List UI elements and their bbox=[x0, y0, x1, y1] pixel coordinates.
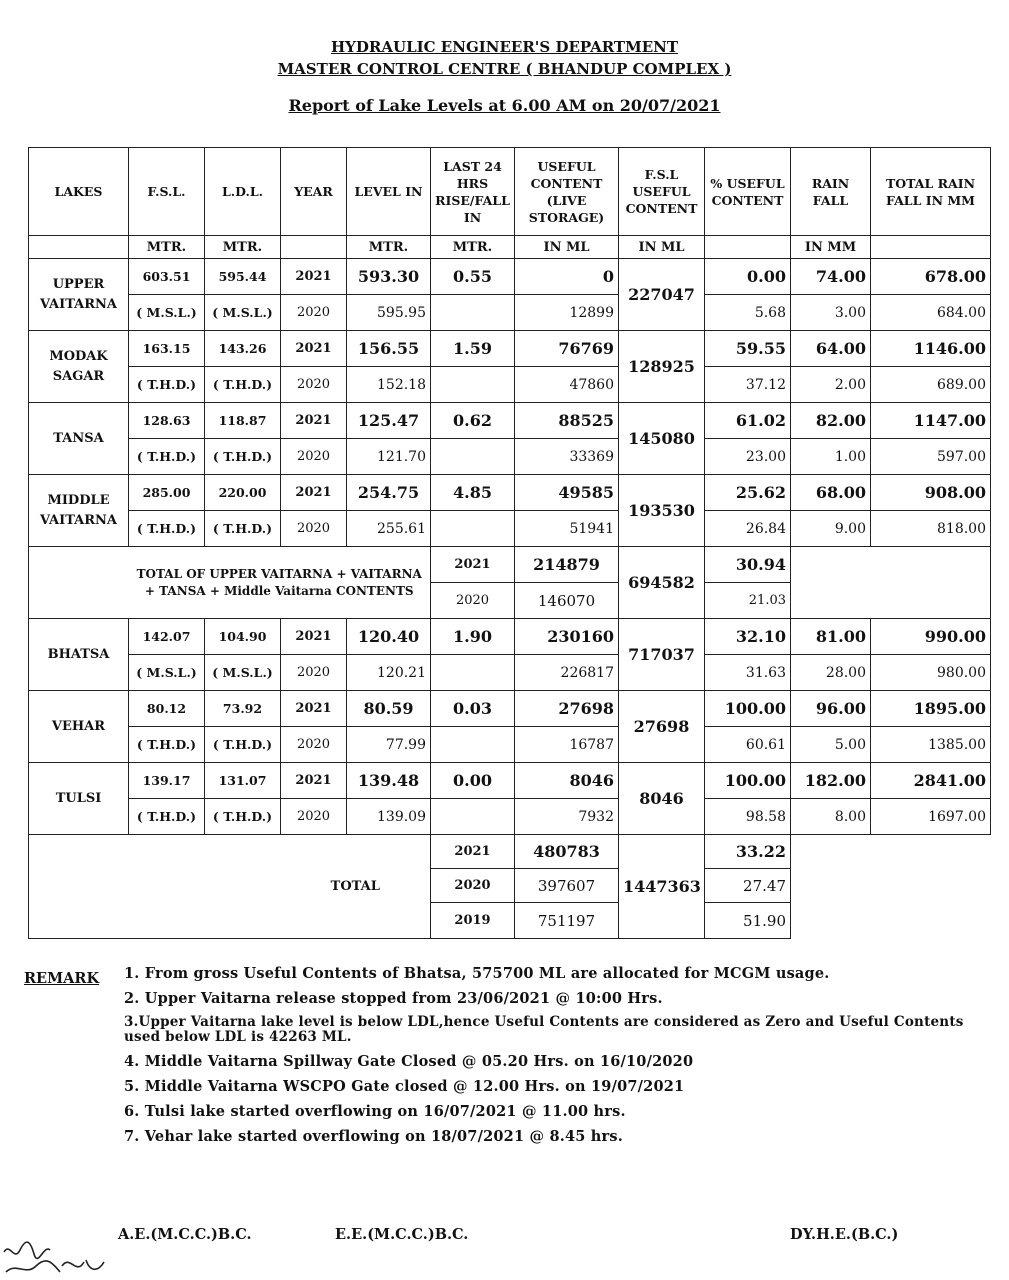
pct-useful-current: 100.00 bbox=[705, 763, 791, 799]
level-current: 156.55 bbox=[347, 331, 431, 367]
fsl-datum: ( M.S.L.) bbox=[129, 655, 205, 691]
fsl-useful-content: 145080 bbox=[619, 403, 705, 475]
fsl-datum: ( M.S.L.) bbox=[129, 295, 205, 331]
unit-useful: IN ML bbox=[515, 236, 619, 259]
signature-dyhe: DY.H.E.(B.C.) bbox=[790, 1226, 899, 1243]
fsl-datum: ( T.H.D.) bbox=[129, 439, 205, 475]
subtotal-fslc: 694582 bbox=[619, 547, 705, 619]
ldl-datum: ( T.H.D.) bbox=[205, 799, 281, 835]
rainfall-current: 74.00 bbox=[791, 259, 871, 295]
ldl-value: 118.87 bbox=[205, 403, 281, 439]
year-previous: 2020 bbox=[281, 367, 347, 403]
report-title: Report of Lake Levels at 6.00 AM on 20/07/2021 bbox=[288, 96, 721, 115]
total-rainfall-current: 2841.00 bbox=[871, 763, 991, 799]
rainfall-previous: 9.00 bbox=[791, 511, 871, 547]
rise-fall-value: 0.55 bbox=[431, 259, 515, 295]
ldl-datum: ( T.H.D.) bbox=[205, 511, 281, 547]
useful-content-current: 230160 bbox=[515, 619, 619, 655]
fsl-value: 163.15 bbox=[129, 331, 205, 367]
ldl-datum: ( M.S.L.) bbox=[205, 295, 281, 331]
level-previous: 595.95 bbox=[347, 295, 431, 331]
remark-item: 4. Middle Vaitarna Spillway Gate Closed @ 05.20 Hrs. on 16/10/2020 bbox=[124, 1053, 694, 1070]
col-fsl: F.S.L. bbox=[129, 148, 205, 236]
total-label: TOTAL bbox=[281, 835, 431, 939]
useful-content-current: 0 bbox=[515, 259, 619, 295]
year-current: 2021 bbox=[281, 619, 347, 655]
lake-name: UPPER VAITARNA bbox=[29, 259, 129, 331]
remark-item: 1. From gross Useful Contents of Bhatsa, 575700 ML are allocated for MCGM usage. bbox=[124, 965, 830, 982]
rainfall-current: 81.00 bbox=[791, 619, 871, 655]
col-total-rainfall: TOTAL RAIN FALL IN MM bbox=[871, 148, 991, 236]
level-previous: 120.21 bbox=[347, 655, 431, 691]
rainfall-previous: 28.00 bbox=[791, 655, 871, 691]
handwritten-initials bbox=[0, 1232, 110, 1280]
total-rainfall-previous: 980.00 bbox=[871, 655, 991, 691]
col-useful-content: USEFUL CONTENT (LIVE STORAGE) bbox=[515, 148, 619, 236]
pct-useful-previous: 23.00 bbox=[705, 439, 791, 475]
remarks-list bbox=[124, 965, 964, 1153]
fsl-value: 80.12 bbox=[129, 691, 205, 727]
total-year-2021: 2021 bbox=[431, 835, 515, 869]
ldl-value: 143.26 bbox=[205, 331, 281, 367]
level-current: 593.30 bbox=[347, 259, 431, 295]
level-current: 120.40 bbox=[347, 619, 431, 655]
ldl-datum: ( T.H.D.) bbox=[205, 367, 281, 403]
lake-name: MODAK SAGAR bbox=[29, 331, 129, 403]
pct-useful-current: 25.62 bbox=[705, 475, 791, 511]
rise-fall-value: 0.03 bbox=[431, 691, 515, 727]
year-current: 2021 bbox=[281, 259, 347, 295]
fsl-useful-content: 193530 bbox=[619, 475, 705, 547]
unit-fslc: IN ML bbox=[619, 236, 705, 259]
total-pct-2021: 33.22 bbox=[705, 835, 791, 869]
useful-content-previous: 7932 bbox=[515, 799, 619, 835]
useful-content-current: 49585 bbox=[515, 475, 619, 511]
remark-item: 3.Upper Vaitarna lake level is below LDL,hence Useful Contents are considered as Zero and Useful Contents used below LDL is 42263 ML. bbox=[124, 1014, 964, 1045]
ldl-value: 595.44 bbox=[205, 259, 281, 295]
level-current: 139.48 bbox=[347, 763, 431, 799]
pct-useful-previous: 31.63 bbox=[705, 655, 791, 691]
total-year-2019: 2019 bbox=[431, 903, 515, 939]
lake-row-previous bbox=[29, 439, 991, 475]
pct-useful-current: 32.10 bbox=[705, 619, 791, 655]
useful-content-current: 88525 bbox=[515, 403, 619, 439]
fsl-useful-content: 227047 bbox=[619, 259, 705, 331]
fsl-value: 285.00 bbox=[129, 475, 205, 511]
level-current: 254.75 bbox=[347, 475, 431, 511]
pct-useful-previous: 98.58 bbox=[705, 799, 791, 835]
ldl-value: 220.00 bbox=[205, 475, 281, 511]
ldl-value: 104.90 bbox=[205, 619, 281, 655]
rainfall-previous: 2.00 bbox=[791, 367, 871, 403]
remark-item: 5. Middle Vaitarna WSCPO Gate closed @ 12.00 Hrs. on 19/07/2021 bbox=[124, 1078, 685, 1095]
rainfall-previous: 8.00 bbox=[791, 799, 871, 835]
total-year-2020: 2020 bbox=[431, 869, 515, 903]
lake-group-2 bbox=[29, 619, 991, 835]
total-rainfall-current: 678.00 bbox=[871, 259, 991, 295]
pct-useful-current: 100.00 bbox=[705, 691, 791, 727]
total-rainfall-previous: 597.00 bbox=[871, 439, 991, 475]
pct-useful-previous: 60.61 bbox=[705, 727, 791, 763]
rise-fall-value: 0.62 bbox=[431, 403, 515, 439]
lake-row-current bbox=[29, 619, 991, 655]
total-rainfall-current: 1895.00 bbox=[871, 691, 991, 727]
lake-name: MIDDLE VAITARNA bbox=[29, 475, 129, 547]
department-title: HYDRAULIC ENGINEER'S DEPARTMENT bbox=[331, 38, 678, 56]
total-uc-2020: 397607 bbox=[515, 869, 619, 903]
lake-row-previous bbox=[29, 367, 991, 403]
lake-row-current bbox=[29, 259, 991, 295]
year-previous: 2020 bbox=[281, 727, 347, 763]
fsl-value: 142.07 bbox=[129, 619, 205, 655]
total-row-2021 bbox=[29, 835, 991, 869]
total-rainfall-previous: 1697.00 bbox=[871, 799, 991, 835]
col-lakes: LAKES bbox=[29, 148, 129, 236]
remark-item: 7. Vehar lake started overflowing on 18/07/2021 @ 8.45 hrs. bbox=[124, 1128, 624, 1145]
total-rainfall-previous: 818.00 bbox=[871, 511, 991, 547]
useful-content-previous: 47860 bbox=[515, 367, 619, 403]
col-rise-fall: LAST 24 HRS RISE/FALL IN bbox=[431, 148, 515, 236]
ldl-datum: ( M.S.L.) bbox=[205, 655, 281, 691]
total-rainfall-previous: 689.00 bbox=[871, 367, 991, 403]
unit-level: MTR. bbox=[347, 236, 431, 259]
lake-row-previous bbox=[29, 799, 991, 835]
pct-useful-current: 59.55 bbox=[705, 331, 791, 367]
lake-row-previous bbox=[29, 727, 991, 763]
ldl-value: 131.07 bbox=[205, 763, 281, 799]
ldl-datum: ( T.H.D.) bbox=[205, 439, 281, 475]
subtotal-pct-2021: 30.94 bbox=[705, 547, 791, 583]
unit-rise: MTR. bbox=[431, 236, 515, 259]
useful-content-current: 8046 bbox=[515, 763, 619, 799]
rainfall-current: 82.00 bbox=[791, 403, 871, 439]
year-previous: 2020 bbox=[281, 799, 347, 835]
level-previous: 77.99 bbox=[347, 727, 431, 763]
column-header-row bbox=[29, 148, 991, 236]
rise-fall-value: 1.59 bbox=[431, 331, 515, 367]
lake-name: TULSI bbox=[29, 763, 129, 835]
rainfall-current: 68.00 bbox=[791, 475, 871, 511]
year-previous: 2020 bbox=[281, 655, 347, 691]
subtotal-uc-2020: 146070 bbox=[515, 583, 619, 619]
col-year: YEAR bbox=[281, 148, 347, 236]
lake-group-1 bbox=[29, 259, 991, 547]
level-previous: 139.09 bbox=[347, 799, 431, 835]
ldl-value: 73.92 bbox=[205, 691, 281, 727]
level-current: 125.47 bbox=[347, 403, 431, 439]
lake-row-previous bbox=[29, 511, 991, 547]
level-previous: 255.61 bbox=[347, 511, 431, 547]
year-current: 2021 bbox=[281, 763, 347, 799]
rainfall-current: 182.00 bbox=[791, 763, 871, 799]
total-fslc: 1447363 bbox=[619, 835, 705, 939]
lake-name: BHATSA bbox=[29, 619, 129, 691]
year-previous: 2020 bbox=[281, 511, 347, 547]
pct-useful-previous: 26.84 bbox=[705, 511, 791, 547]
rainfall-previous: 5.00 bbox=[791, 727, 871, 763]
total-uc-2019: 751197 bbox=[515, 903, 619, 939]
subtotal-row-2021 bbox=[29, 547, 991, 583]
lake-row-previous bbox=[29, 655, 991, 691]
fsl-value: 139.17 bbox=[129, 763, 205, 799]
lake-levels-table bbox=[28, 147, 991, 939]
fsl-useful-content: 8046 bbox=[619, 763, 705, 835]
fsl-datum: ( T.H.D.) bbox=[129, 367, 205, 403]
lake-row-current bbox=[29, 331, 991, 367]
col-rainfall: RAIN FALL bbox=[791, 148, 871, 236]
subtotal-pct-2020: 21.03 bbox=[705, 583, 791, 619]
fsl-datum: ( T.H.D.) bbox=[129, 799, 205, 835]
rise-fall-value: 4.85 bbox=[431, 475, 515, 511]
total-rainfall-current: 1146.00 bbox=[871, 331, 991, 367]
col-fsl-useful-content: F.S.L USEFUL CONTENT bbox=[619, 148, 705, 236]
lake-row-previous bbox=[29, 295, 991, 331]
remark-item: 6. Tulsi lake started overflowing on 16/07/2021 @ 11.00 hrs. bbox=[124, 1103, 626, 1120]
rainfall-previous: 3.00 bbox=[791, 295, 871, 331]
year-current: 2021 bbox=[281, 331, 347, 367]
total-rainfall-current: 1147.00 bbox=[871, 403, 991, 439]
fsl-value: 128.63 bbox=[129, 403, 205, 439]
fsl-datum: ( T.H.D.) bbox=[129, 511, 205, 547]
unit-ldl: MTR. bbox=[205, 236, 281, 259]
lake-row-current bbox=[29, 691, 991, 727]
useful-content-previous: 12899 bbox=[515, 295, 619, 331]
total-rainfall-previous: 684.00 bbox=[871, 295, 991, 331]
col-level: LEVEL IN bbox=[347, 148, 431, 236]
lake-row-current bbox=[29, 763, 991, 799]
fsl-useful-content: 27698 bbox=[619, 691, 705, 763]
unit-rain: IN MM bbox=[791, 236, 871, 259]
signature-ae: A.E.(M.C.C.)B.C. bbox=[118, 1226, 252, 1243]
useful-content-previous: 16787 bbox=[515, 727, 619, 763]
rainfall-previous: 1.00 bbox=[791, 439, 871, 475]
fsl-useful-content: 128925 bbox=[619, 331, 705, 403]
rainfall-current: 96.00 bbox=[791, 691, 871, 727]
signature-ee: E.E.(M.C.C.)B.C. bbox=[335, 1226, 469, 1243]
year-previous: 2020 bbox=[281, 295, 347, 331]
total-rainfall-current: 908.00 bbox=[871, 475, 991, 511]
total-pct-2020: 27.47 bbox=[705, 869, 791, 903]
col-ldl: L.D.L. bbox=[205, 148, 281, 236]
fsl-value: 603.51 bbox=[129, 259, 205, 295]
year-current: 2021 bbox=[281, 403, 347, 439]
lake-name: TANSA bbox=[29, 403, 129, 475]
fsl-datum: ( T.H.D.) bbox=[129, 727, 205, 763]
lake-name: VEHAR bbox=[29, 691, 129, 763]
subtotal-year-2021: 2021 bbox=[431, 547, 515, 583]
year-current: 2021 bbox=[281, 691, 347, 727]
pct-useful-current: 0.00 bbox=[705, 259, 791, 295]
year-previous: 2020 bbox=[281, 439, 347, 475]
pct-useful-current: 61.02 bbox=[705, 403, 791, 439]
col-pct-useful: % USEFUL CONTENT bbox=[705, 148, 791, 236]
remark-label: REMARK bbox=[24, 970, 100, 987]
subtotal-year-2020: 2020 bbox=[431, 583, 515, 619]
pct-useful-previous: 37.12 bbox=[705, 367, 791, 403]
level-previous: 152.18 bbox=[347, 367, 431, 403]
subtotal-uc-2021: 214879 bbox=[515, 547, 619, 583]
useful-content-current: 76769 bbox=[515, 331, 619, 367]
fsl-useful-content: 717037 bbox=[619, 619, 705, 691]
useful-content-previous: 51941 bbox=[515, 511, 619, 547]
year-current: 2021 bbox=[281, 475, 347, 511]
rise-fall-value: 0.00 bbox=[431, 763, 515, 799]
total-rainfall-current: 990.00 bbox=[871, 619, 991, 655]
pct-useful-previous: 5.68 bbox=[705, 295, 791, 331]
useful-content-previous: 33369 bbox=[515, 439, 619, 475]
subtotal-label: TOTAL OF UPPER VAITARNA + VAITARNA + TANSA + Middle Vaitarna CONTENTS bbox=[129, 547, 431, 619]
total-uc-2021: 480783 bbox=[515, 835, 619, 869]
remark-item: 2. Upper Vaitarna release stopped from 23/06/2021 @ 10:00 Hrs. bbox=[124, 990, 663, 1007]
useful-content-current: 27698 bbox=[515, 691, 619, 727]
level-previous: 121.70 bbox=[347, 439, 431, 475]
level-current: 80.59 bbox=[347, 691, 431, 727]
total-rainfall-previous: 1385.00 bbox=[871, 727, 991, 763]
rise-fall-value: 1.90 bbox=[431, 619, 515, 655]
lake-row-current bbox=[29, 475, 991, 511]
total-pct-2019: 51.90 bbox=[705, 903, 791, 939]
ldl-datum: ( T.H.D.) bbox=[205, 727, 281, 763]
unit-fsl: MTR. bbox=[129, 236, 205, 259]
lake-row-current bbox=[29, 403, 991, 439]
rainfall-current: 64.00 bbox=[791, 331, 871, 367]
centre-title: MASTER CONTROL CENTRE ( BHANDUP COMPLEX ) bbox=[277, 60, 732, 78]
unit-row bbox=[29, 236, 991, 259]
useful-content-previous: 226817 bbox=[515, 655, 619, 691]
